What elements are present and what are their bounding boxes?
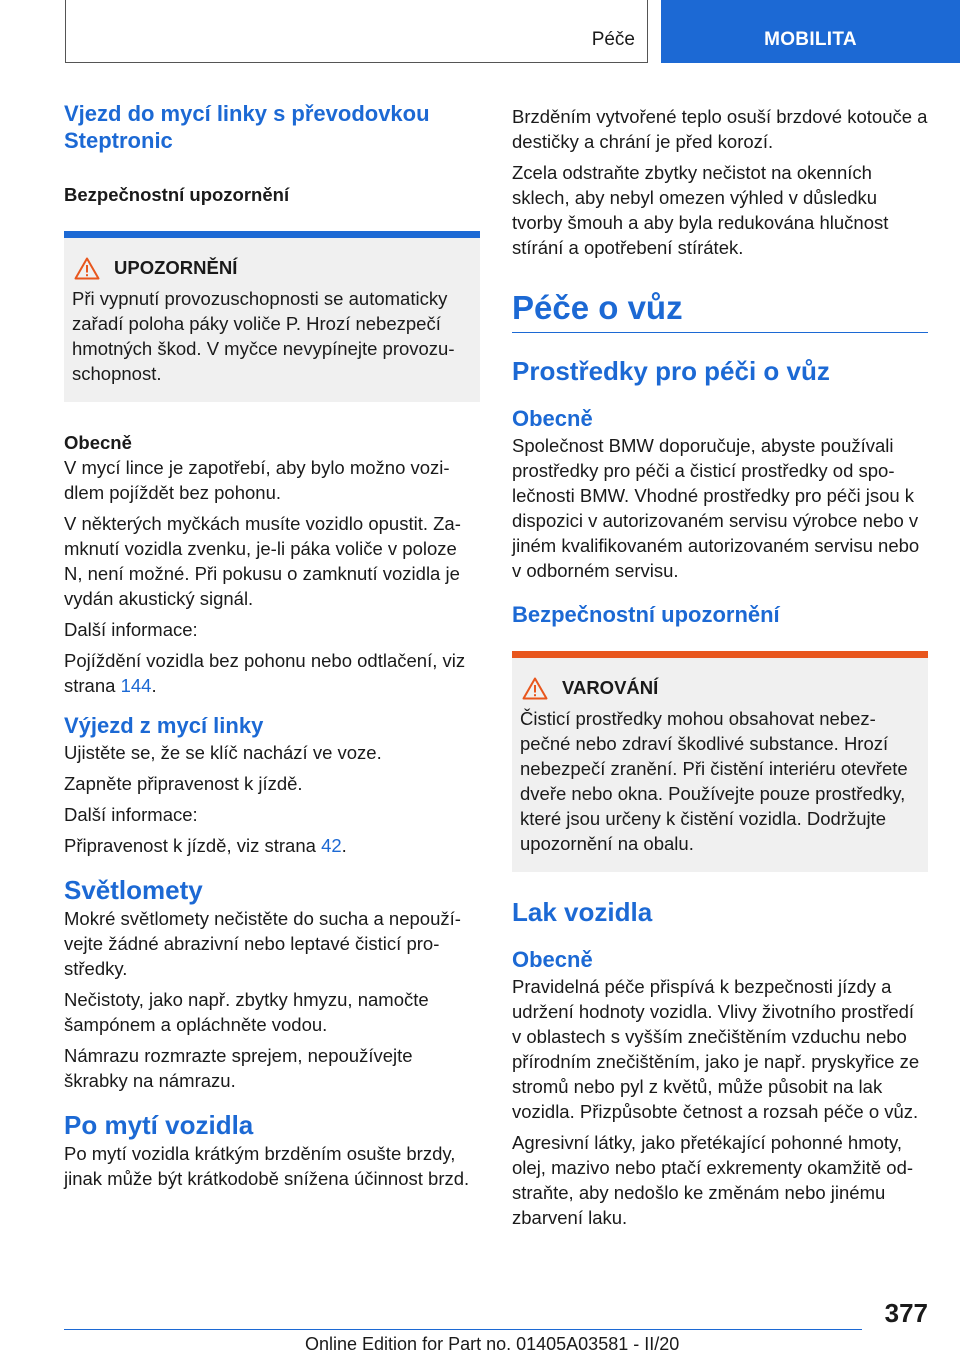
page-number: 377 (884, 1298, 928, 1328)
header-chapter-label: MOBILITA (764, 29, 857, 50)
warning-box (512, 651, 928, 872)
headlights-paragraph-1: Mokré světlomety nečistěte do sucha a nepoužívejte žádné abrazivní nebo leptavé čisticí prostředky. (64, 908, 461, 979)
header-section-label: Péče (591, 29, 635, 50)
warning-triangle-icon (522, 677, 548, 700)
page-link-144[interactable]: 144 (120, 675, 152, 696)
caution-label: UPOZORNĚNÍ (114, 257, 238, 278)
page-link-42[interactable]: 42 (321, 835, 342, 856)
caution-text: Při vypnutí provozuschopnosti se automaticky zařadí poloha páky voliče P. Hrozí nebezpečí hmotných škod. V myčce nevypínejte provozuschopnost. (72, 288, 455, 384)
exit-paragraph-2: Zapněte připravenost k jízdě. (64, 773, 303, 794)
more-info-label-2: Další informace: (64, 804, 198, 825)
caution-box (64, 231, 480, 402)
headlights-paragraph-2: Nečistoty, jako např. zbytky hmyzu, namočte šampónem a opláchněte vodou. (64, 989, 429, 1035)
reference-1-text: Pojíždění vozidla bez pohonu nebo odtlačení, viz strana (64, 650, 466, 696)
vehicle-care-heading: Péče o vůz (512, 289, 683, 326)
reference-2-text: Připravenost k jízdě, viz strana (64, 835, 322, 856)
brakes-paragraph: Brzděním vytvořené teplo osuší brzdové kotouče a destičky a chrání je před korozí. (512, 106, 928, 152)
right-column (512, 104, 928, 1236)
car-wash-steptronic-heading: Vjezd do mycí linky s převodovkou Steptronic (64, 101, 430, 153)
paint-paragraph-1: Pravidelná péče přispívá k bezpečnosti jízdy a udržení hodnoty vozidla. Vlivy životního prostředí v oblastech s vyšším znečištěním vzduchu nebo přírodním znečištěním, jako je např. pryskyřice ze stromů nebo pyl z květů, může působit na lak vozidla. Přizpůsobte četnost a rozsah péče o vůz. (512, 976, 920, 1122)
after-wash-heading: Po mytí vozidla (64, 1110, 254, 1140)
more-info-label-1: Další informace: (64, 619, 198, 640)
reference-1: Pojíždění vozidla bez pohonu nebo odtlačení, viz strana 144. (64, 650, 466, 696)
right-safety-heading: Bezpečnostní upozornění (512, 602, 780, 627)
warning-text: Čisticí prostředky mohou obsahovat nebezpečné nebo zdraví škodlivé substance. Hrozí nebezpečí zranění. Při čistění interiéru otevřete dveře nebo okna. Používejte pouze prostředky, které jsou určeny k čistění vozidla. Dodržujte upozornění na obalu. (520, 708, 908, 854)
exit-paragraph-1: Ujistěte se, že se klíč nachází ve voze. (64, 742, 382, 763)
left-column (64, 100, 480, 1197)
general-heading: Obecně (64, 432, 132, 453)
paint-paragraph-2: Agresivní látky, jako přetékající pohonné hmoty, olej, mazivo nebo ptačí exkrementy okamžitě odstraňte, aby nedošlo ke změnám nebo jinému zbarvení laku. (512, 1132, 914, 1228)
after-wash-paragraph: Po mytí vozidla krátkým brzděním osušte brzdy, jinak může být krátkodobě snížena účinnost brzd. (64, 1143, 470, 1189)
headlights-paragraph-3: Námrazu rozmrazte sprejem, nepoužívejte škrabky na námrazu. (64, 1045, 413, 1091)
caution-title (72, 256, 472, 280)
vehicle-care-heading-block (512, 288, 928, 333)
header-section-tab (65, 0, 648, 63)
header-chapter-tab (661, 0, 960, 63)
paint-heading: Lak vozidla (512, 897, 653, 927)
general-paragraph-2: V některých myčkách musíte vozidlo opustit. Zamknutí vozidla zvenku, je-li páka voliče v poloze N, není možné. Při pokusu o zamknutí vozidla je vydán akustický signál. (64, 513, 461, 609)
headlights-heading: Světlomety (64, 875, 203, 905)
warning-title (520, 676, 920, 700)
edition-footer: Online Edition for Part no. 01405A03581 - II/20 (305, 1334, 680, 1354)
warning-triangle-icon (74, 257, 100, 280)
paint-general-heading: Obecně (512, 947, 593, 972)
general-paragraph-1: V mycí lince je zapotřebí, aby bylo možno vozidlem pojíždět bez pohonu. (64, 457, 450, 503)
care-products-heading: Prostředky pro péči o vůz (512, 356, 830, 386)
products-general-paragraph: Společnost BMW doporučuje, abyste používali prostředky pro péči a čisticí prostředky od společnosti BMW. Vhodné prostředky pro péči jsou k dispozici v autorizovaném servisu výrobce nebo v jiném kvalifikovaném autorizovaném servisu nebo v odborném servisu. (512, 435, 920, 581)
exit-car-wash-heading: Výjezd z mycí linky (64, 713, 264, 738)
products-general-heading: Obecně (512, 406, 593, 431)
windows-paragraph: Zcela odstraňte zbytky nečistot na okenních sklech, aby nebyl omezen výhled v důsledku tvorby šmouh a aby byla redukována hlučnost stírání a opotřebení stírátek. (512, 162, 889, 258)
warning-label: VAROVÁNÍ (562, 677, 659, 698)
reference-2: Připravenost k jízdě, viz strana 42. (64, 835, 347, 856)
safety-heading: Bezpečnostní upozornění (64, 184, 290, 205)
